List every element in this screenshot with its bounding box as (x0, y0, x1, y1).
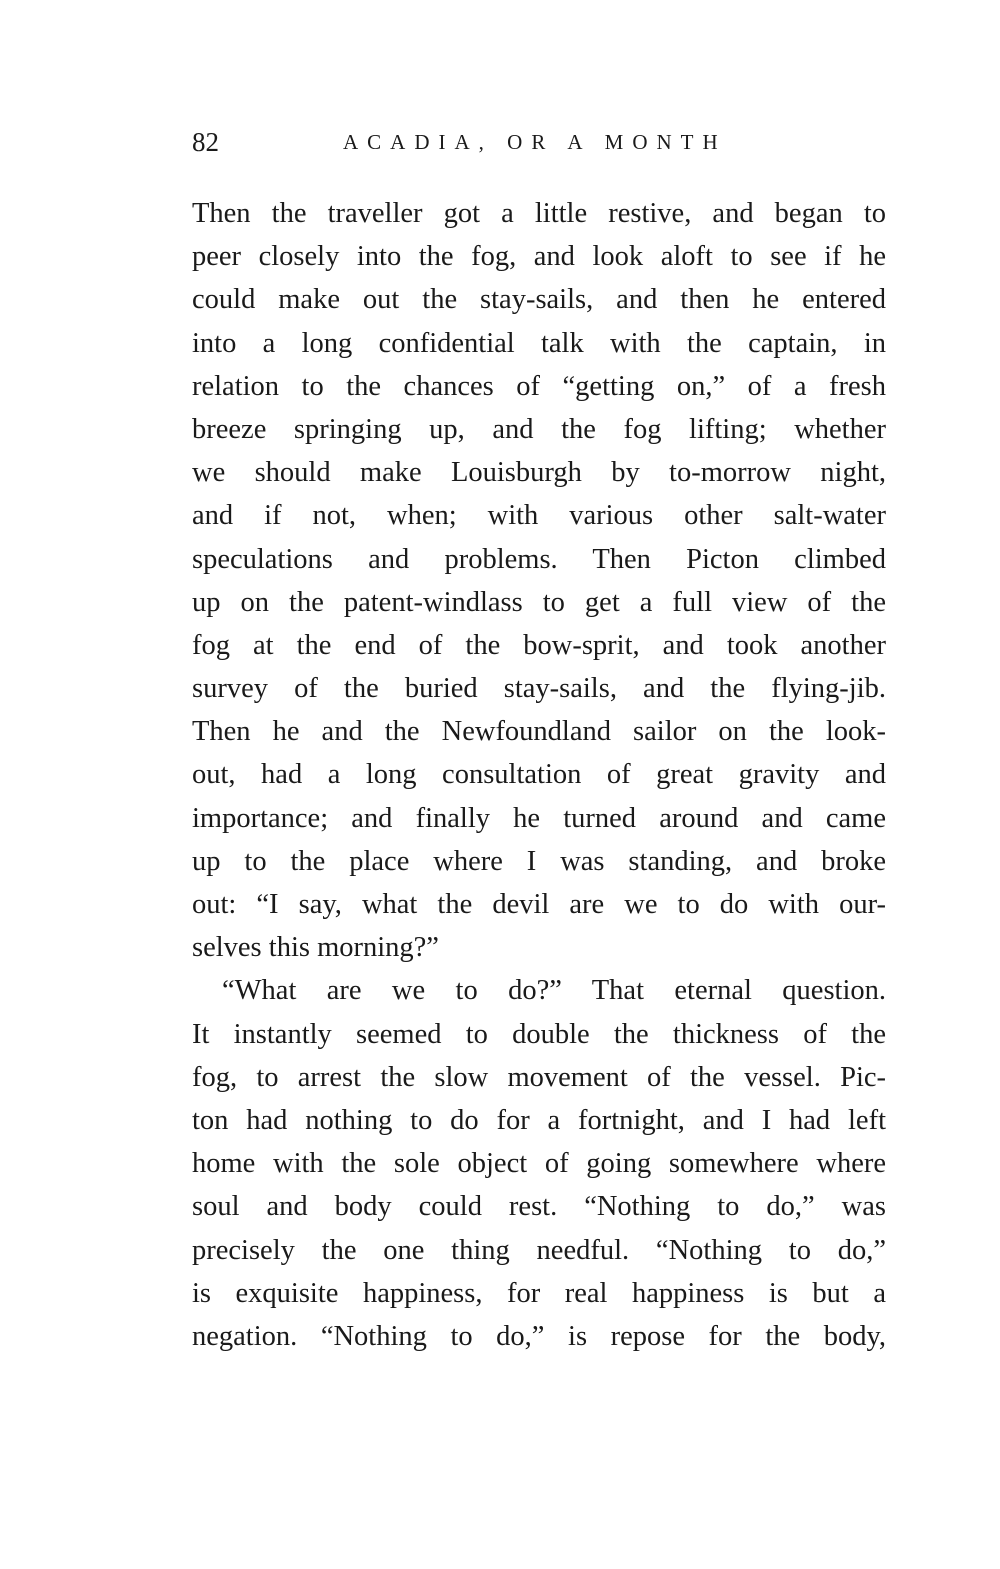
text-line: negation. “Nothing to do,” is repose for the body, (192, 1320, 886, 1352)
text-line: speculations and problems. Then Picton climbed (192, 543, 886, 575)
text-line: peer closely into the fog, and look aloft to see if he (192, 241, 886, 273)
text-line: importance; and finally he turned around and came (192, 802, 886, 834)
text-line: out, had a long consultation of great gravity and (192, 759, 886, 791)
text-line: Then the traveller got a little restive, and began to (192, 198, 886, 229)
text-line: up to the place where I was standing, and broke (192, 845, 886, 877)
text-line: survey of the buried stay-sails, and the flying-jib. (192, 673, 886, 705)
text-line: home with the sole object of going somewhere where (192, 1148, 886, 1180)
text-line: could make out the stay-sails, and then he entered (192, 284, 886, 316)
text-line: and if not, when; with various other salt-water (192, 500, 886, 532)
running-head (192, 122, 892, 162)
text-line: relation to the chances of “getting on,” of a fresh (192, 370, 886, 402)
text-line: precisely the one thing needful. “Nothing to do,” (192, 1234, 886, 1266)
text-line: selves this morning?” (192, 932, 439, 964)
text-line: is exquisite happiness, for real happiness is but a (192, 1277, 886, 1309)
running-title: ACADIA, OR A MONTH (343, 130, 727, 154)
page-number: 82 (192, 127, 219, 157)
body-text (192, 192, 886, 1358)
text-line: into a long confidential talk with the captain, in (192, 327, 886, 359)
text-line: fog at the end of the bow-sprit, and took another (192, 629, 886, 661)
text-line: up on the patent-windlass to get a full view of the (192, 586, 886, 618)
text-line: “What are we to do?” That eternal question. (222, 975, 886, 1007)
text-line: It instantly seemed to double the thickness of the (192, 1018, 886, 1050)
text-line: we should make Louisburgh by to-morrow night, (192, 457, 886, 489)
text-line: ton had nothing to do for a fortnight, and I had left (192, 1104, 886, 1136)
text-line: Then he and the Newfoundland sailor on the look- (192, 716, 886, 748)
text-line: breeze springing up, and the fog lifting; whether (192, 413, 886, 445)
text-line: fog, to arrest the slow movement of the vessel. Pic- (192, 1061, 886, 1093)
text-line: out: “I say, what the devil are we to do with our- (192, 889, 886, 920)
text-line: soul and body could rest. “Nothing to do,” was (192, 1191, 886, 1223)
